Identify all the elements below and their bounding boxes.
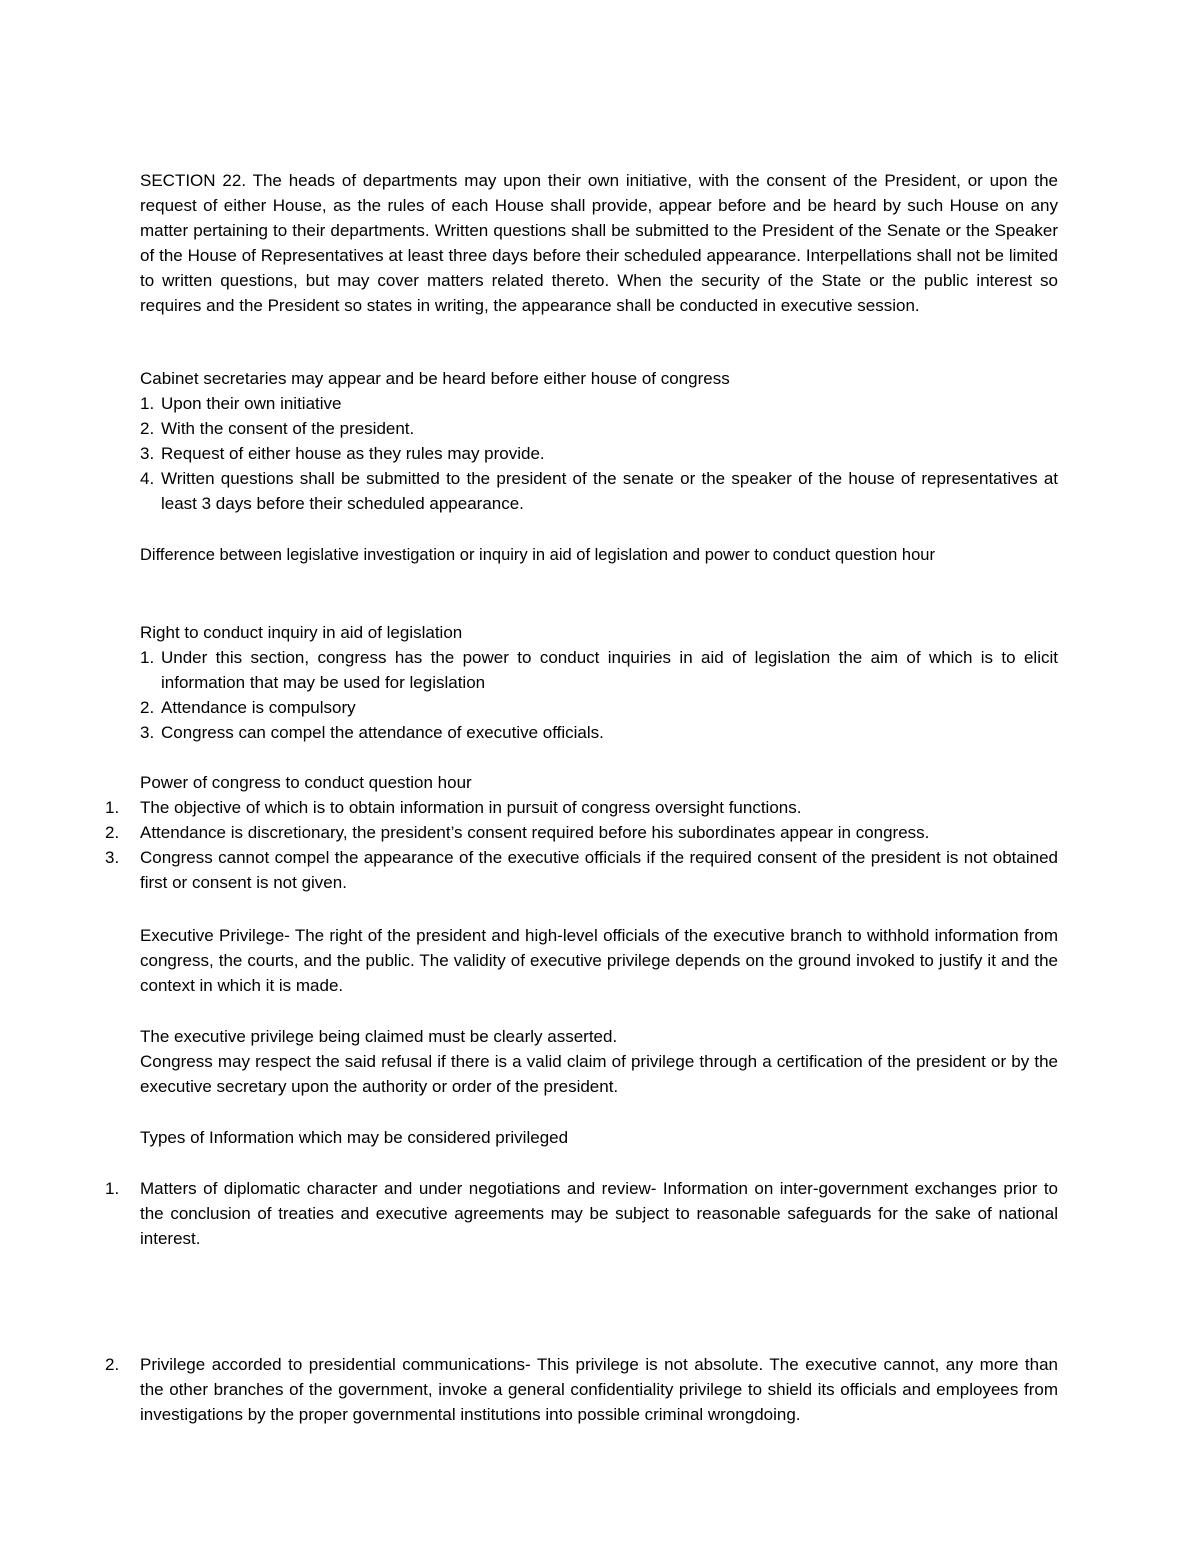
list-number: 3. bbox=[140, 444, 155, 463]
list-number: 2. bbox=[140, 419, 155, 438]
list-text: The objective of which is to obtain information in pursuit of congress oversight functions. bbox=[140, 798, 802, 817]
list-item bbox=[140, 645, 1058, 695]
list-number: 3. bbox=[105, 848, 120, 867]
types-list-1 bbox=[105, 1176, 1058, 1251]
list-number: 1. bbox=[140, 394, 155, 413]
question-hour-heading: Power of congress to conduct question hour bbox=[140, 773, 472, 792]
claimed-line-1: The executive privilege being claimed must be clearly asserted. bbox=[140, 1027, 618, 1046]
cabinet-section bbox=[140, 366, 1058, 516]
list-text: Upon their own initiative bbox=[161, 394, 342, 413]
cabinet-list bbox=[140, 391, 1058, 516]
types-list-2 bbox=[105, 1352, 1058, 1427]
list-text: Congress cannot compel the appearance of the executive officials if the required consent of the president is not obtained first or consent is not given. bbox=[140, 848, 1058, 892]
list-item bbox=[105, 795, 1058, 820]
list-number: 2. bbox=[105, 1355, 120, 1374]
list-item bbox=[140, 695, 1058, 720]
list-number: 2. bbox=[140, 698, 155, 717]
section-22-paragraph: SECTION 22. The heads of departments may upon their own initiative, with the consent of the President, or upon the request of either House, as the rules of each House shall provide, appear before and be heard by such House on any matter pertaining to their departments. Written questions shall be submitted to the President of the Senate or the Speaker of the House of Representatives at least three days before their scheduled appearance. Interpellations shall not be limited to written questions, but may cover matters related thereto. When the security of the State or the public interest so requires and the President so states in writing, the appearance shall be conducted in executive session. bbox=[140, 171, 1058, 315]
list-item bbox=[140, 391, 1058, 416]
list-item bbox=[105, 820, 1058, 845]
list-text: Privilege accorded to presidential communications- This privilege is not absolute. The executive cannot, any more than the other branches of the government, invoke a general confidentiality privilege to shield its officials and employees from investigations by the proper governmental institutions into possible criminal wrongdoing. bbox=[140, 1355, 1058, 1424]
question-hour-section bbox=[105, 770, 1058, 895]
list-number: 4. bbox=[140, 469, 155, 488]
list-item bbox=[140, 466, 1058, 516]
list-item bbox=[140, 416, 1058, 441]
list-text: Under this section, congress has the power to conduct inquiries in aid of legislation the aim of which is to elicit information that may be used for legislation bbox=[161, 648, 1058, 692]
inquiry-section bbox=[140, 620, 1058, 745]
inquiry-list bbox=[140, 645, 1058, 745]
list-text: Attendance is discretionary, the president’s consent required before his subordinates appear in congress. bbox=[140, 823, 930, 842]
list-text: Congress can compel the attendance of executive officials. bbox=[161, 723, 604, 742]
list-text: Matters of diplomatic character and under negotiations and review- Information on inter-government exchanges prior to the conclusion of treaties and executive agreements may be subject to reasonable safeguards for the sake of national interest. bbox=[140, 1179, 1058, 1248]
claimed-line-2: Congress may respect the said refusal if there is a valid claim of privilege through a certification of the president or by the executive secretary upon the authority or order of the president. bbox=[140, 1052, 1058, 1096]
list-number: 1. bbox=[140, 648, 155, 667]
list-item bbox=[105, 1176, 1058, 1251]
types-heading: Types of Information which may be considered privileged bbox=[140, 1128, 569, 1147]
list-item bbox=[140, 441, 1058, 466]
list-item bbox=[105, 1352, 1058, 1427]
list-number: 1. bbox=[105, 1179, 120, 1198]
cabinet-heading: Cabinet secretaries may appear and be heard before either house of congress bbox=[140, 369, 730, 388]
list-number: 1. bbox=[105, 798, 120, 817]
inquiry-heading: Right to conduct inquiry in aid of legislation bbox=[140, 623, 463, 642]
list-text: Attendance is compulsory bbox=[161, 698, 356, 717]
list-number: 2. bbox=[105, 823, 120, 842]
question-hour-list bbox=[105, 795, 1058, 895]
list-item bbox=[140, 720, 1058, 745]
difference-heading: Difference between legislative investigation or inquiry in aid of legislation and power to conduct question hour bbox=[140, 546, 935, 564]
claimed-section bbox=[140, 1024, 1058, 1099]
list-number: 3. bbox=[140, 723, 155, 742]
list-text: Written questions shall be submitted to the president of the senate or the speaker of the house of representatives at least 3 days before their scheduled appearance. bbox=[161, 469, 1058, 513]
list-item bbox=[105, 845, 1058, 895]
list-text: Request of either house as they rules may provide. bbox=[161, 444, 545, 463]
executive-privilege-paragraph: Executive Privilege- The right of the president and high-level officials of the executive branch to withhold information from congress, the courts, and the public. The validity of executive privilege depends on the ground invoked to justify it and the context in which it is made. bbox=[140, 926, 1058, 995]
list-text: With the consent of the president. bbox=[161, 419, 415, 438]
